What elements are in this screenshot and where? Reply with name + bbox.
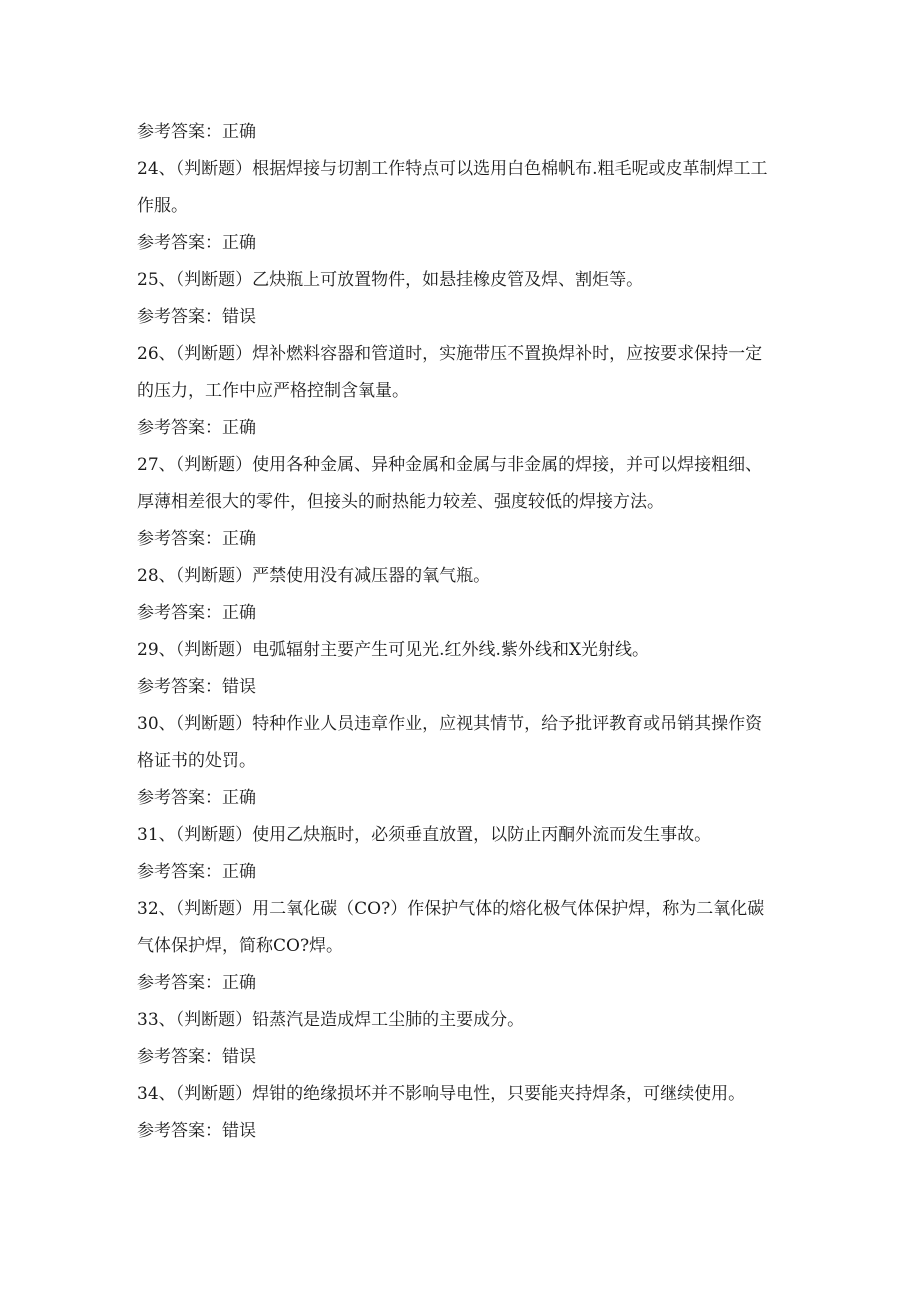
question-32: 32、（判断题）用二氧化碳（CO?）作保护气体的熔化极气体保护焊，称为二氧化碳气体保护焊，简称CO?焊。 xyxy=(137,899,765,956)
question-29: 29、（判断题）电弧辐射主要产生可见光.红外线.紫外线和X光射线。 xyxy=(137,640,650,660)
answer-line: 参考答案：正确 xyxy=(137,418,256,438)
question-31: 31、（判断题）使用乙炔瓶时，必须垂直放置，以防止丙酮外流而发生事故。 xyxy=(137,825,712,845)
answer-line: 参考答案：错误 xyxy=(137,1121,256,1141)
question-30: 30、（判断题）特种作业人员违章作业，应视其情节，给予批评教育或吊销其操作资格证书的处罚。 xyxy=(137,714,763,771)
question-27: 27、（判断题）使用各种金属、异种金属和金属与非金属的焊接，并可以焊接粗细、厚薄相差很大的零件，但接头的耐热能力较差、强度较低的焊接方法。 xyxy=(137,455,763,512)
answer-line: 参考答案：正确 xyxy=(137,529,256,549)
answer-line: 参考答案：正确 xyxy=(137,973,256,993)
question-25: 25、（判断题）乙炔瓶上可放置物件，如悬挂橡皮管及焊、割炬等。 xyxy=(137,270,644,290)
question-33: 33、（判断题）铅蒸汽是造成焊工尘肺的主要成分。 xyxy=(137,1010,525,1030)
answer-line: 参考答案：错误 xyxy=(137,1047,256,1067)
answer-line: 参考答案：正确 xyxy=(137,603,256,623)
document-body xyxy=(137,114,787,1150)
question-28: 28、（判断题）严禁使用没有减压器的氧气瓶。 xyxy=(137,566,491,586)
question-24: 24、（判断题）根据焊接与切割工作特点可以选用白色棉帆布.粗毛呢或皮革制焊工工作服。 xyxy=(137,159,768,216)
answer-line: 参考答案：错误 xyxy=(137,307,256,327)
answer-line: 参考答案：正确 xyxy=(137,788,256,808)
answer-line: 参考答案：正确 xyxy=(137,862,256,882)
question-34: 34、（判断题）焊钳的绝缘损坏并不影响导电性，只要能夹持焊条，可继续使用。 xyxy=(137,1084,746,1104)
answer-line: 参考答案：正确 xyxy=(137,233,256,253)
answer-line: 参考答案：错误 xyxy=(137,677,256,697)
answer-line: 参考答案：正确 xyxy=(137,122,256,142)
question-26: 26、（判断题）焊补燃料容器和管道时，实施带压不置换焊补时，应按要求保持一定的压力，工作中应严格控制含氧量。 xyxy=(137,344,763,401)
